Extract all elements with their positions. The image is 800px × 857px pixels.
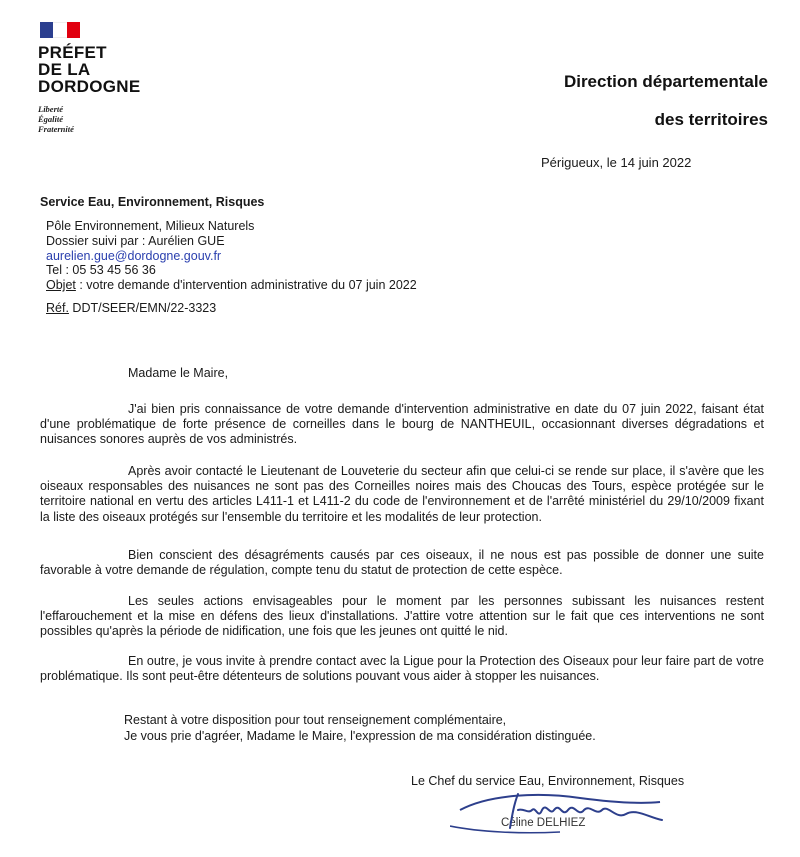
service-name: Service Eau, Environnement, Risques [40, 195, 265, 209]
handwritten-signature [450, 780, 670, 840]
logo-line-1: PRÉFET [38, 43, 107, 62]
prefet-logo-text [38, 44, 141, 95]
reference-line [46, 301, 426, 316]
logo-line-2: DE LA [38, 60, 91, 79]
objet-label: Objet [46, 278, 76, 293]
dossier-line: Dossier suivi par : Aurélien GUE [46, 233, 225, 248]
signer-title: Le Chef du service Eau, Environnement, Risques [411, 774, 685, 788]
ref-label: Réf. [46, 300, 69, 315]
paragraph-5: En outre, je vous invite à prendre contact avec la Ligue pour la Protection des Oiseaux pour leur faire part de votre problématique. Ils sont peut-être détenteurs de solutions pouvant vous aider à stopper les nuisances. [40, 654, 764, 684]
closing-line-2: Je vous prie d'agréer, Madame le Maire, l'expression de ma considération distinguée. [124, 729, 596, 743]
paragraph-1: J'ai bien pris connaissance de votre demande d'intervention administrative en date du 07 juin 2022, faisant état d'une problématique de forte présence de corneilles dans le bourg de NANTHEUIL, occasionnant diverses dégradations et nuisances sonores auprès de vos administrés. [40, 402, 764, 447]
french-flag-logo [40, 22, 80, 38]
tel-line: Tel : 05 53 45 56 36 [46, 263, 156, 278]
motto-line-2: Égalité [38, 114, 64, 124]
ref-text: DDT/SEER/EMN/22-3323 [68, 300, 217, 315]
direction-line-2: des territoires [654, 110, 768, 129]
motto-line-3: Fraternité [38, 124, 74, 134]
closing-formula [124, 712, 596, 744]
paragraph-4: Les seules actions envisageables pour le moment par les personnes subissant les nuisances restent l'effarouchement et la mise en défens des lieux d'installations. J'attire votre attention sur le fait que ces interventions ne sont possibles qu'après la période de nidification, une fois que les jeunes ont quitté le nid. [40, 594, 764, 639]
salutation: Madame le Maire, [128, 366, 229, 380]
direction-header [564, 63, 768, 139]
reference-block [46, 219, 426, 316]
paragraph-2: Après avoir contacté le Lieutenant de Louveterie du secteur afin que celui-ci se rende sur place, il s'avère que les oiseaux responsables des nuisances ne sont pas des Corneilles noires mais des Choucas des Tours, espèce protégée sur le territoire national en vertu des articles L411-1 et L411-2 du code de l'environnement et de l'arrêté ministériel du 29/10/2009 fixant la liste des oiseaux protégés sur l'ensemble du territoire et les modalités de leur protection. [40, 464, 764, 524]
objet-line [46, 278, 426, 293]
objet-text: : votre demande d'intervention administrative du 07 juin 2022 [75, 278, 417, 293]
pole-line: Pôle Environnement, Milieux Naturels [46, 219, 255, 233]
signer-name: Céline DELHIEZ [501, 817, 586, 829]
republic-motto [38, 104, 74, 134]
paragraph-3: Bien conscient des désagréments causés par ces oiseaux, il ne nous est pas possible de donner une suite favorable à votre demande de régulation, compte tenu du statut de protection de cette espèce. [40, 548, 764, 578]
closing-line-1: Restant à votre disposition pour tout renseignement complémentaire, [124, 713, 507, 727]
direction-line-1: Direction départementale [563, 72, 768, 91]
motto-line-1: Liberté [38, 104, 64, 114]
email-link[interactable]: aurelien.gue@dordogne.gouv.fr [46, 248, 222, 263]
logo-line-3: DORDOGNE [38, 77, 141, 96]
letter-date: Périgueux, le 14 juin 2022 [541, 155, 692, 170]
